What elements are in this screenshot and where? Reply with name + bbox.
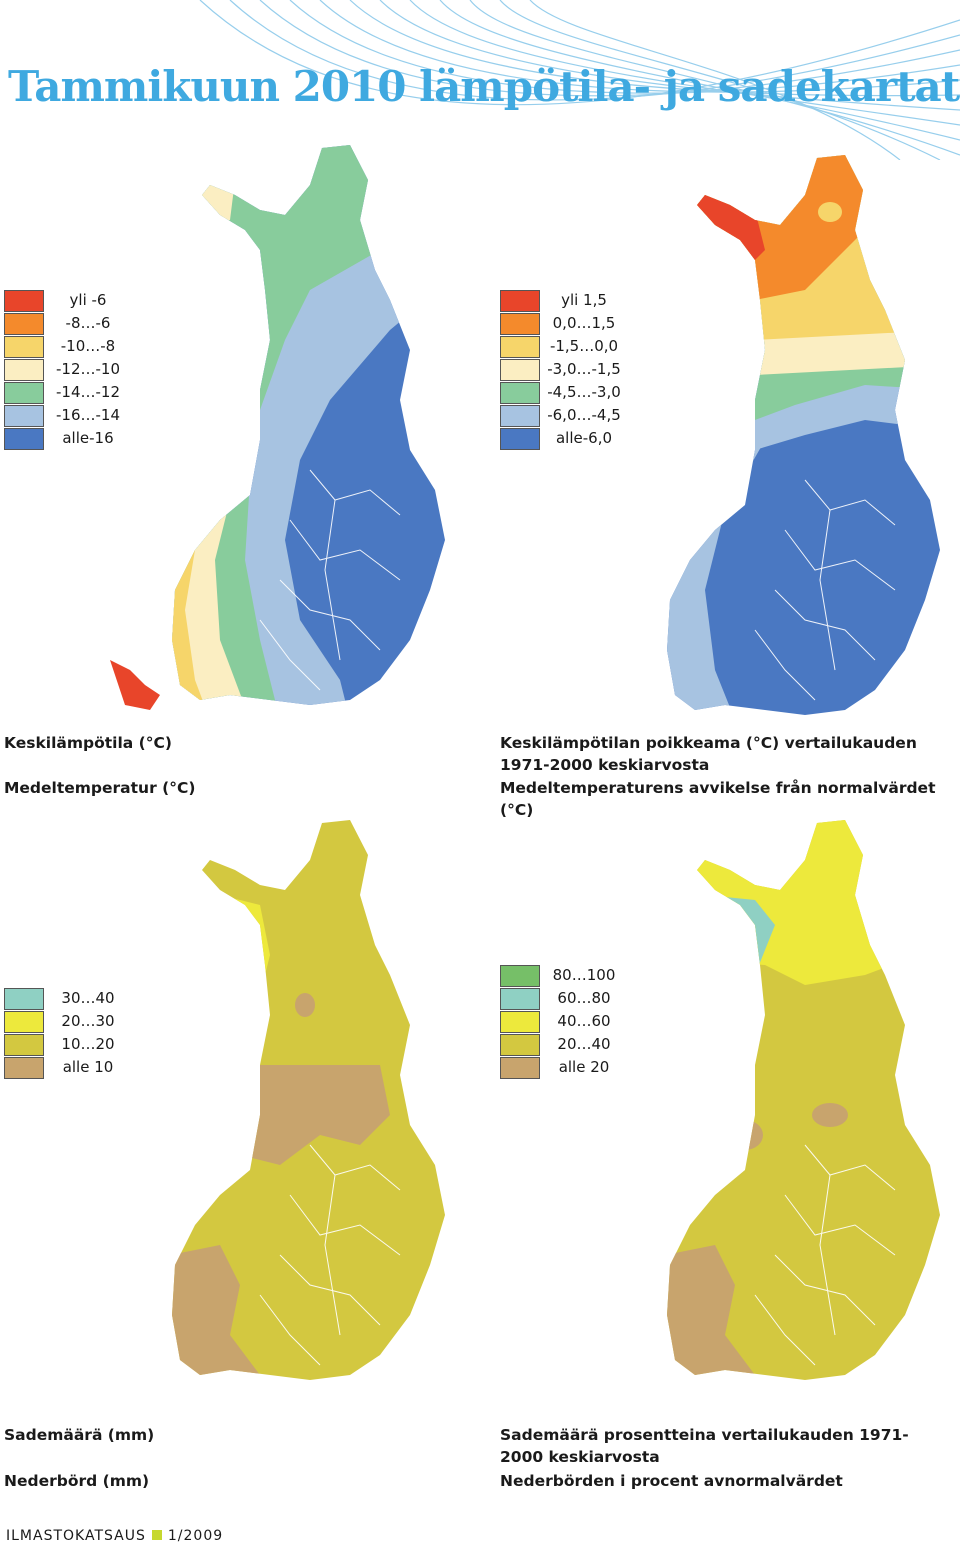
legend-swatch [500,382,540,404]
legend-label: alle-6,0 [555,429,613,447]
legend-label: alle 10 [62,1058,114,1076]
legend-swatch [4,336,44,358]
legend-swatch [500,1057,540,1079]
legend-label: 0,0…1,5 [552,314,616,332]
legend-label: yli 1,5 [561,291,607,309]
issue-number: 1/2009 [167,1528,224,1544]
legend-label: -3,0…-1,5 [547,360,621,378]
legend-swatch [500,313,540,335]
legend-label: -12…-10 [56,360,120,378]
legend-swatch [4,405,44,427]
legend-swatch [500,359,540,381]
legend-label: 20…30 [61,1012,115,1030]
legend-label: 80…100 [552,966,616,984]
legend-swatch [4,988,44,1010]
map-temperature-deviation [605,150,945,720]
caption-mean-temperature-fi: Keskilämpötila (°C) [4,734,172,752]
legend-label: -4,5…-3,0 [547,383,621,401]
publication-name: ILMASTOKATSAUS [6,1528,146,1544]
legend-swatch [500,1034,540,1056]
legend-swatch [4,1011,44,1033]
caption-precipitation-mm-fi: Sademäärä (mm) [4,1426,155,1444]
legend-swatch [500,1011,540,1033]
legend-label: -6,0…-4,5 [547,406,621,424]
page-title: Tammikuun 2010 lämpötila- ja sadekartat [8,62,960,111]
legend-label: 10…20 [61,1035,115,1053]
legend-swatch [4,290,44,312]
map-mean-temperature [110,140,450,720]
caption-precipitation-mm-sv: Nederbörd (mm) [4,1472,150,1490]
legend-label: alle 20 [558,1058,610,1076]
caption-mean-temperature-sv: Medeltemperatur (°C) [4,779,196,797]
legend-swatch [500,336,540,358]
legend-label: -1,5…0,0 [549,337,619,355]
legend-label: 30…40 [61,989,115,1007]
legend-swatch [500,290,540,312]
legend-swatch [4,382,44,404]
legend-label: 20…40 [557,1035,611,1053]
legend-swatch [500,988,540,1010]
legend-swatch [4,428,44,450]
legend-swatch [4,313,44,335]
caption-temperature-deviation-sv: Medeltemperaturens avvikelse från normalvärdet (°C) [500,779,936,819]
caption-precipitation-percent-sv: Nederbörden i procent avnormalvärdet [500,1472,843,1490]
legend-swatch [500,965,540,987]
legend-label: -16…-14 [56,406,120,424]
legend-label: 40…60 [557,1012,611,1030]
footer-square-icon [152,1530,162,1540]
legend-swatch [4,1057,44,1079]
legend-swatch [4,359,44,381]
legend-swatch [500,428,540,450]
map-precipitation-percent [605,815,945,1405]
map-precipitation-mm [110,815,450,1405]
legend-label: yli -6 [69,291,107,309]
legend-label: -8…-6 [65,314,111,332]
legend-label: -10…-8 [60,337,116,355]
legend-swatch [4,1034,44,1056]
footer [6,1528,223,1544]
legend-label: 60…80 [557,989,611,1007]
legend-label: alle-16 [62,429,114,447]
legend-label: -14…-12 [56,383,120,401]
caption-temperature-deviation-fi: Keskilämpötilan poikkeama (°C) vertailukauden 1971-2000 keskiarvosta [500,734,917,774]
legend-swatch [500,405,540,427]
caption-precipitation-percent-fi: Sademäärä prosentteina vertailukauden 1971-2000 keskiarvosta [500,1426,909,1466]
